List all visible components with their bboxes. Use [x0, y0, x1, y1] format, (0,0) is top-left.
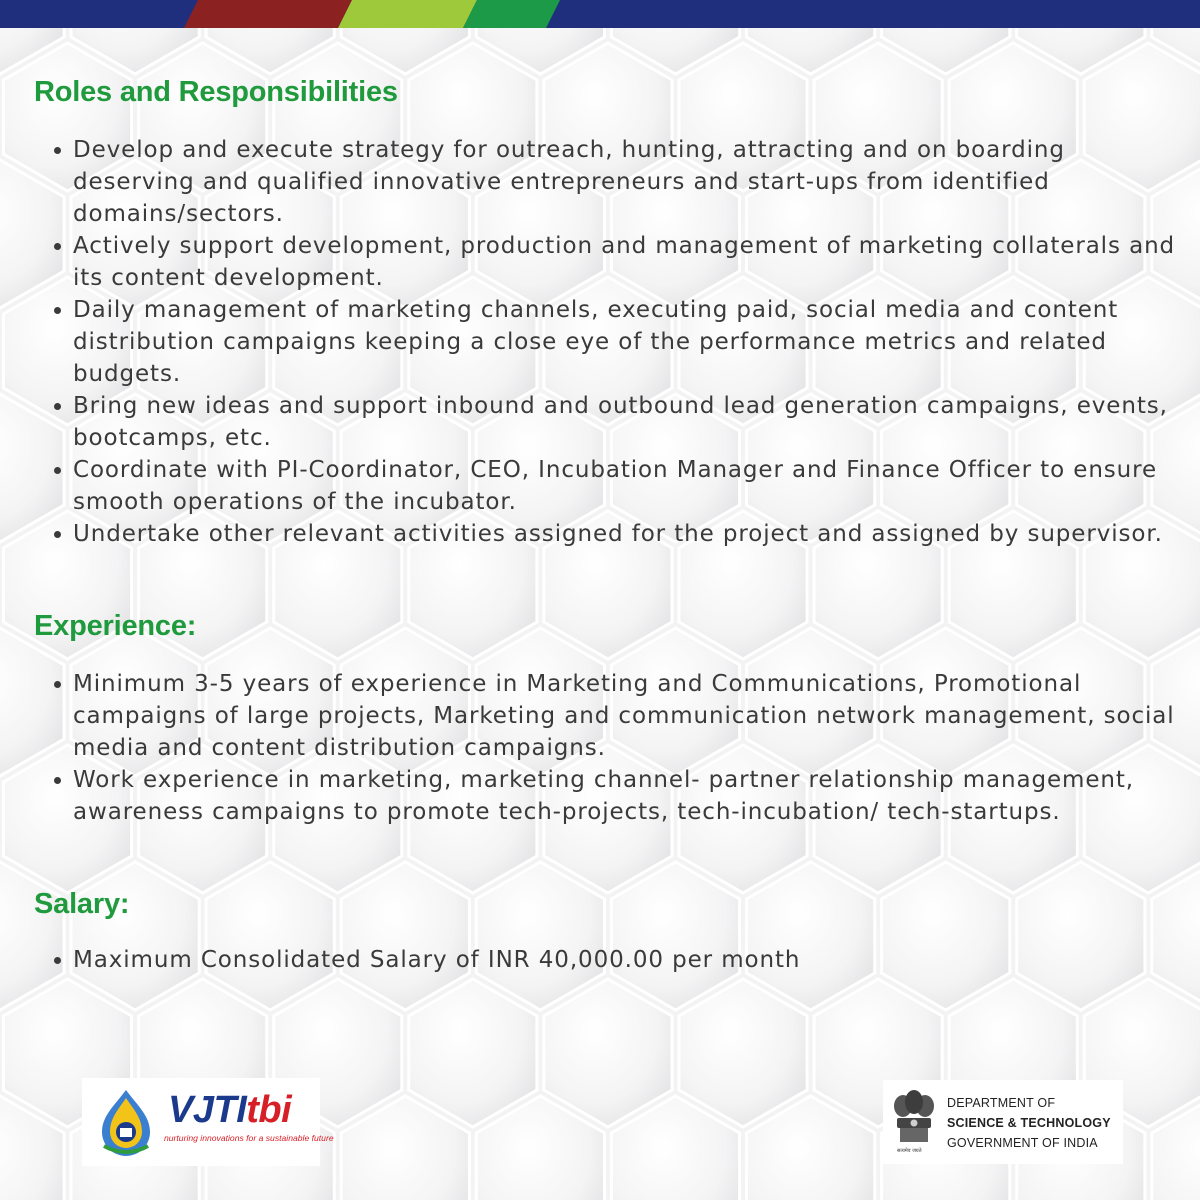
list-item: Bring new ideas and support inbound and outbound lead generation campaigns, events, bootcamps, etc. — [73, 390, 1183, 454]
stripe-navy — [0, 0, 1200, 28]
vjti-crest-icon — [90, 1086, 162, 1158]
list-item: Minimum 3-5 years of experience in Marketing and Communications, Promotional campaigns of large projects, Marketing and communication network management, social media and content distribution campaigns. — [73, 668, 1183, 764]
roles-list — [73, 134, 1183, 550]
list-item: Undertake other relevant activities assigned for the project and assigned by supervisor. — [73, 518, 1183, 550]
salary-list — [73, 944, 1183, 976]
dst-line-2: SCIENCE & TECHNOLOGY — [947, 1116, 1111, 1130]
ashoka-emblem-icon — [891, 1088, 937, 1150]
dst-line-1: DEPARTMENT OF — [947, 1096, 1056, 1110]
dst-line-3: GOVERNMENT OF INDIA — [947, 1136, 1098, 1150]
vjti-tbi-logo — [82, 1078, 334, 1166]
dst-logo — [883, 1080, 1123, 1164]
stripe-green — [463, 0, 560, 28]
stripe-maroon — [184, 0, 352, 28]
list-item: Actively support development, production and management of marketing collaterals and its content development. — [73, 230, 1183, 294]
list-item: Coordinate with PI-Coordinator, CEO, Incubation Manager and Finance Officer to ensure smooth operations of the incubator. — [73, 454, 1183, 518]
list-item: Maximum Consolidated Salary of INR 40,000.00 per month — [73, 944, 1183, 976]
vjti-tagline: nurturing innovations for a sustainable future — [164, 1133, 334, 1143]
stripe-lime — [338, 0, 477, 28]
emblem-motto: सत्यमेव जयते — [897, 1148, 922, 1154]
list-item: Work experience in marketing, marketing channel- partner relationship management, awareness campaigns to promote tech-projects, tech-incubation/ tech-startups. — [73, 764, 1183, 828]
salary-heading: Salary: — [34, 888, 130, 920]
list-item: Daily management of marketing channels, executing paid, social media and content distribution campaigns keeping a close eye of the performance metrics and related budgets. — [73, 294, 1183, 390]
list-item: Develop and execute strategy for outreach, hunting, attracting and on boarding deserving and qualified innovative entrepreneurs and start-ups from identified domains/sectors. — [73, 134, 1183, 230]
roles-heading: Roles and Responsibilities — [34, 76, 398, 108]
experience-heading: Experience: — [34, 610, 197, 642]
experience-list — [73, 668, 1183, 828]
vjti-wordmark: VJTItbi — [168, 1089, 292, 1131]
top-color-stripe — [0, 0, 1200, 28]
